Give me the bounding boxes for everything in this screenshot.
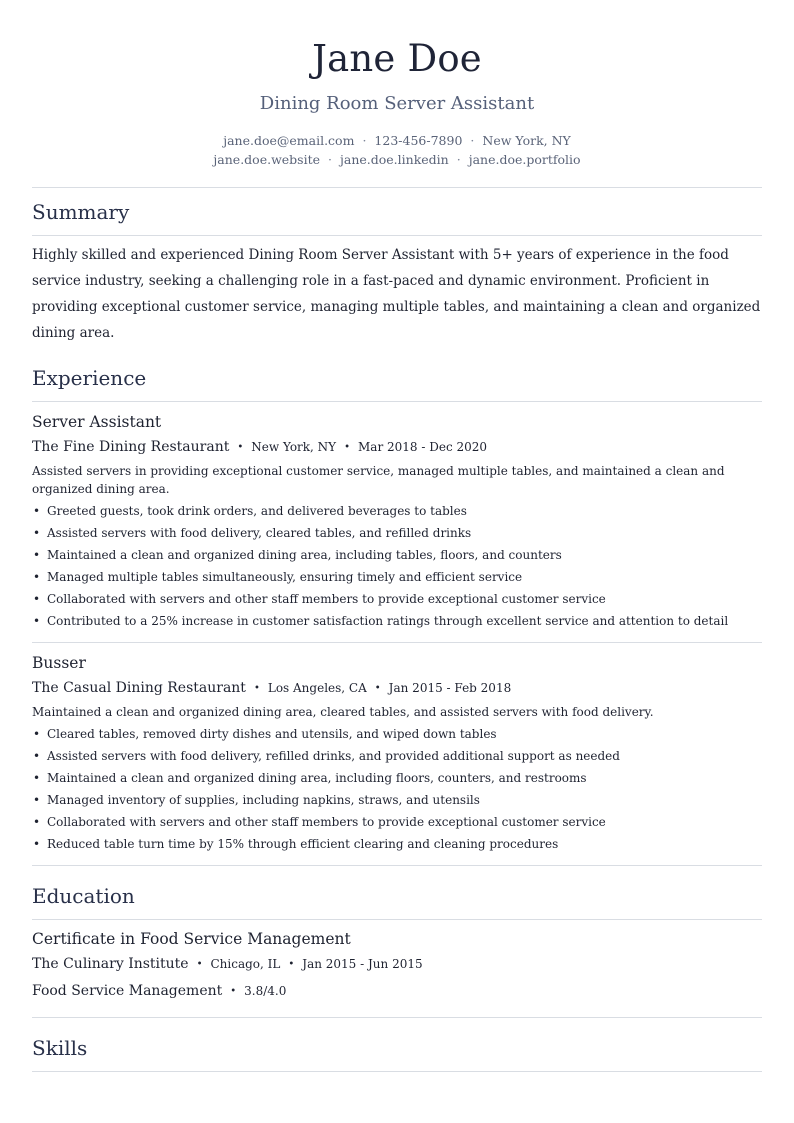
bullet-text: Maintained a clean and organized dining area, including floors, counters, and restrooms bbox=[47, 771, 587, 785]
bullet-dot: • bbox=[344, 442, 351, 453]
job-location: New York, NY bbox=[251, 440, 337, 454]
bullet-dot: • bbox=[196, 959, 203, 970]
bullet-text: Collaborated with servers and other staff members to provide exceptional customer service bbox=[47, 815, 606, 829]
list-item bbox=[32, 745, 762, 767]
summary-text: Highly skilled and experienced Dining Room Server Assistant with 5+ years of experience in the food service industry, seeking a challenging role in a fast-paced and dynamic environment. Proficient in providing exceptional customer service, managing multiple tables, and maintaining a clean and organized dining area. bbox=[32, 247, 761, 341]
separator: · bbox=[470, 133, 475, 148]
bullet-text: Reduced table turn time by 15% through efficient clearing and cleaning procedures bbox=[47, 837, 559, 851]
divider bbox=[32, 1071, 762, 1072]
bullet-text: Managed inventory of supplies, including napkins, straws, and utensils bbox=[47, 793, 480, 807]
location-text: New York, NY bbox=[482, 133, 571, 148]
summary-heading: Summary bbox=[32, 200, 130, 224]
bullet-dot: • bbox=[33, 837, 41, 851]
bullet-dot: • bbox=[33, 504, 41, 518]
job-title: Busser bbox=[32, 654, 86, 672]
list-item bbox=[32, 610, 762, 632]
bullet-text: Maintained a clean and organized dining area, including tables, floors, and counters bbox=[47, 548, 562, 562]
skills-heading: Skills bbox=[32, 1036, 88, 1060]
contact-line-2 bbox=[32, 150, 762, 169]
website-link[interactable]: jane.doe.website bbox=[213, 152, 321, 167]
bullet-text: Managed multiple tables simultaneously, ensuring timely and efficient service bbox=[47, 570, 523, 584]
list-item bbox=[32, 767, 762, 789]
bullet-dot: • bbox=[230, 986, 237, 997]
separator: · bbox=[362, 133, 367, 148]
bullet-text: Greeted guests, took drink orders, and delivered beverages to tables bbox=[47, 504, 467, 518]
bullet-dot: • bbox=[33, 815, 41, 829]
job-bullets bbox=[32, 723, 762, 855]
education-heading: Education bbox=[32, 884, 135, 908]
bullet-text: Assisted servers with food delivery, refilled drinks, and provided additional support as needed bbox=[47, 749, 620, 763]
job-entry bbox=[32, 402, 762, 642]
list-item bbox=[32, 500, 762, 522]
gpa-value: 3.8/4.0 bbox=[244, 984, 287, 998]
bullet-dot: • bbox=[33, 526, 41, 540]
company-name: The Fine Dining Restaurant bbox=[32, 439, 230, 455]
list-item bbox=[32, 789, 762, 811]
job-meta bbox=[32, 677, 762, 701]
job-dates: Jan 2015 - Feb 2018 bbox=[388, 681, 512, 695]
field-of-study: Food Service Management bbox=[32, 983, 223, 999]
phone-text: 123-456-7890 bbox=[374, 133, 463, 148]
separator: · bbox=[456, 152, 461, 167]
education-dates: Jan 2015 - Jun 2015 bbox=[302, 957, 423, 971]
job-description: Assisted servers in providing exceptional customer service, managed multiple tables, and maintained a clean and organized dining area. bbox=[32, 464, 725, 496]
list-item bbox=[32, 522, 762, 544]
bullet-dot: • bbox=[33, 592, 41, 606]
education-meta bbox=[32, 953, 762, 977]
job-entry bbox=[32, 643, 762, 865]
bullet-dot: • bbox=[374, 683, 381, 694]
bullet-dot: • bbox=[33, 570, 41, 584]
bullet-text: Assisted servers with food delivery, cleared tables, and refilled drinks bbox=[47, 526, 472, 540]
bullet-dot: • bbox=[237, 442, 244, 453]
bullet-dot: • bbox=[33, 727, 41, 741]
bullet-dot: • bbox=[33, 614, 41, 628]
list-item bbox=[32, 566, 762, 588]
company-name: The Casual Dining Restaurant bbox=[32, 680, 246, 696]
bullet-dot: • bbox=[253, 683, 260, 694]
bullet-dot: • bbox=[288, 959, 295, 970]
list-item bbox=[32, 723, 762, 745]
bullet-dot: • bbox=[33, 793, 41, 807]
degree-title: Certificate in Food Service Management bbox=[32, 930, 351, 948]
portfolio-link[interactable]: jane.doe.portfolio bbox=[468, 152, 581, 167]
education-entry bbox=[32, 920, 762, 1017]
experience-heading: Experience bbox=[32, 366, 147, 390]
list-item bbox=[32, 588, 762, 610]
bullet-text: Contributed to a 25% increase in customer satisfaction ratings through excellent service and attention to detail bbox=[47, 614, 729, 628]
job-dates: Mar 2018 - Dec 2020 bbox=[358, 440, 488, 454]
job-description: Maintained a clean and organized dining area, cleared tables, and assisted servers with food delivery. bbox=[32, 705, 654, 719]
resume-header bbox=[32, 0, 762, 169]
linkedin-link[interactable]: jane.doe.linkedin bbox=[340, 152, 449, 167]
job-meta bbox=[32, 436, 762, 460]
list-item bbox=[32, 811, 762, 833]
job-bullets bbox=[32, 500, 762, 632]
bullet-dot: • bbox=[33, 771, 41, 785]
education-location: Chicago, IL bbox=[210, 957, 281, 971]
job-location: Los Angeles, CA bbox=[267, 681, 367, 695]
candidate-name: Jane Doe bbox=[312, 37, 482, 80]
job-title: Server Assistant bbox=[32, 413, 162, 431]
list-item bbox=[32, 833, 762, 855]
education-field bbox=[32, 980, 762, 1004]
bullet-text: Cleared tables, removed dirty dishes and utensils, and wiped down tables bbox=[47, 727, 497, 741]
separator: · bbox=[328, 152, 332, 167]
bullet-dot: • bbox=[33, 548, 41, 562]
email-link[interactable]: jane.doe@email.com bbox=[223, 133, 355, 148]
list-item bbox=[32, 544, 762, 566]
institution-name: The Culinary Institute bbox=[32, 956, 189, 972]
bullet-text: Collaborated with servers and other staff members to provide exceptional customer service bbox=[47, 592, 606, 606]
contact-line-1 bbox=[32, 131, 762, 150]
candidate-role: Dining Room Server Assistant bbox=[259, 93, 535, 114]
bullet-dot: • bbox=[33, 749, 41, 763]
